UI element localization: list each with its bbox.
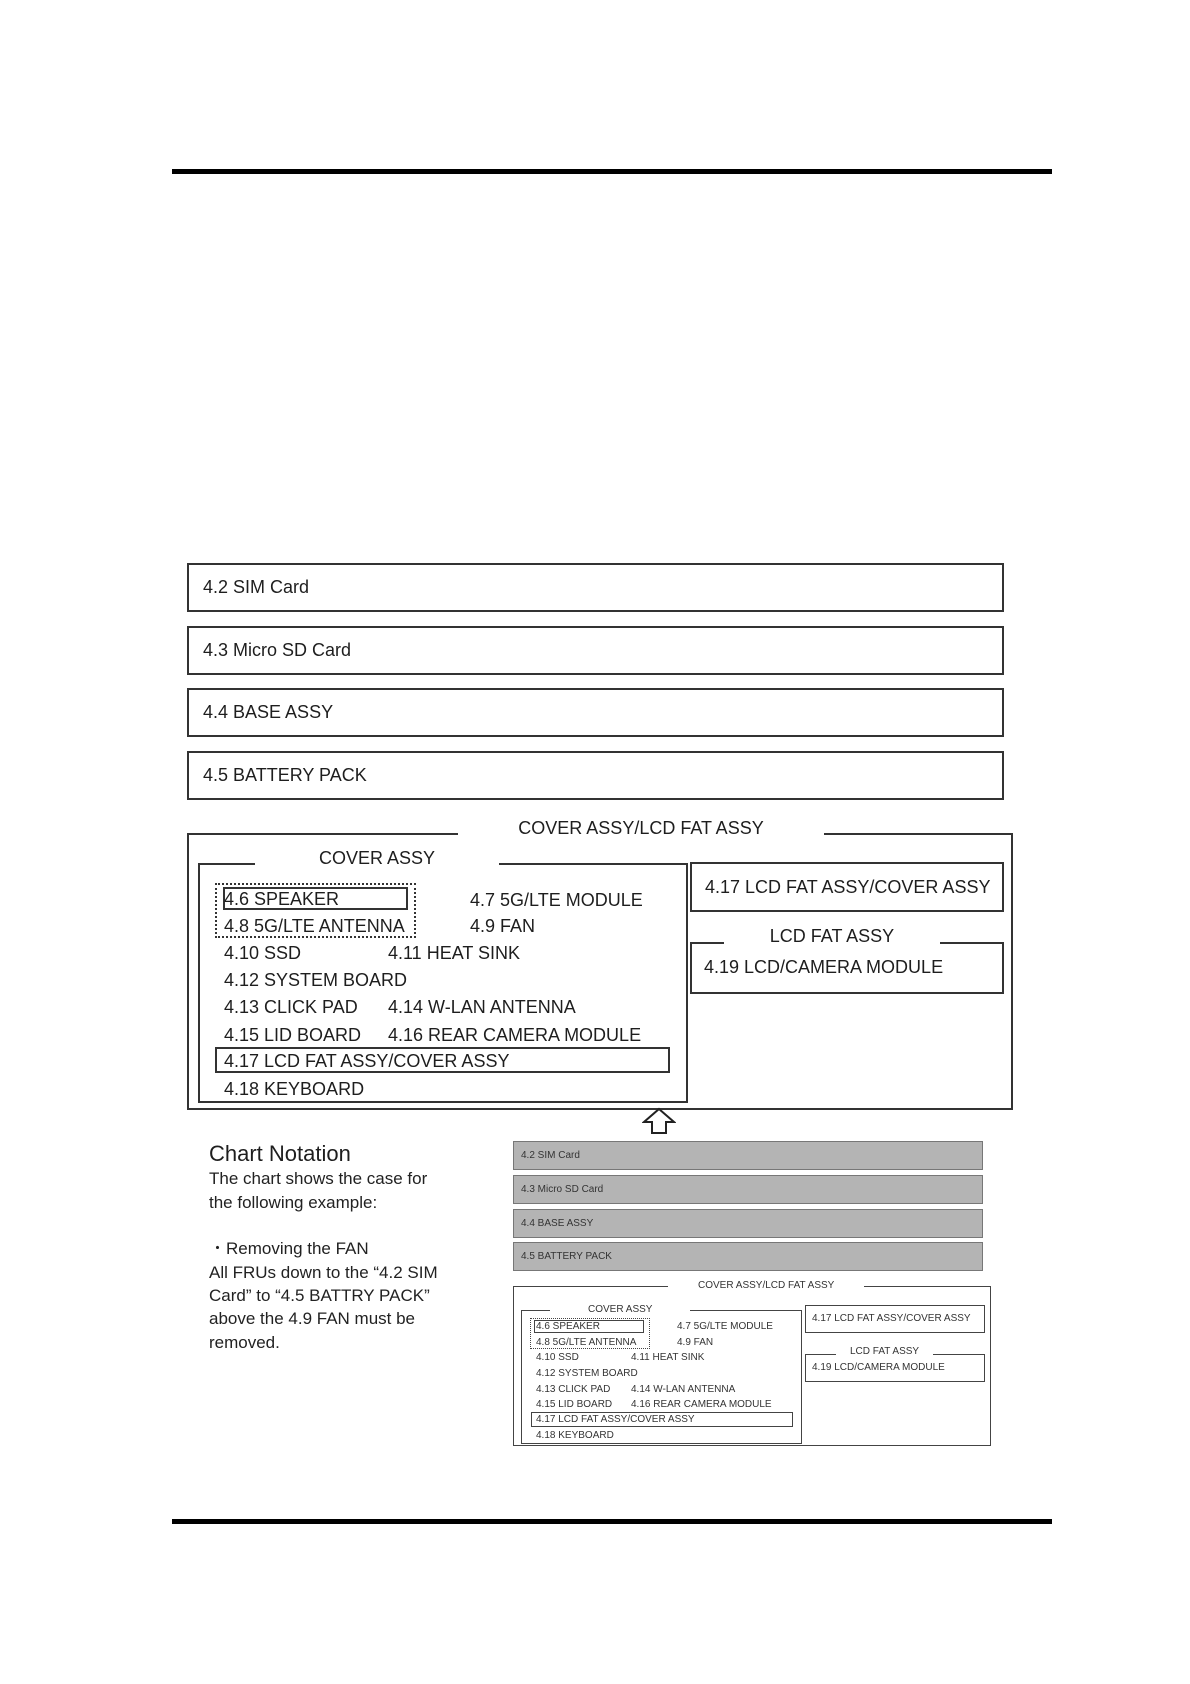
mini-item-lid-board: 4.15 LID BOARD xyxy=(536,1399,613,1410)
mini-lcd-fat-assy-title: LCD FAT ASSY xyxy=(836,1346,933,1358)
item-heat-sink: 4.11 HEAT SINK xyxy=(388,943,521,963)
bar-base-assy: 4.4 BASE ASSY xyxy=(187,688,1004,737)
item-keyboard: 4.18 KEYBOARD xyxy=(224,1079,365,1099)
notation-para-3: above the 4.9 FAN must be xyxy=(209,1309,416,1328)
mini-item-5g-lte-antenna: 4.8 5G/LTE ANTENNA xyxy=(536,1337,637,1348)
mini-group-title: COVER ASSY/LCD FAT ASSY xyxy=(668,1280,864,1292)
bar-sim-card: 4.2 SIM Card xyxy=(187,563,1004,612)
notation-para-2: Card” to “4.5 BATTRY PACK” xyxy=(209,1286,430,1305)
right-lcd-cover-label: 4.17 LCD FAT ASSY/COVER ASSY xyxy=(705,877,991,897)
notation-bullet: ・Removing the FAN xyxy=(209,1239,369,1258)
item-fan: 4.9 FAN xyxy=(470,916,536,936)
item-5g-lte-module: 4.7 5G/LTE MODULE xyxy=(470,890,643,910)
cover-assy-title: COVER ASSY xyxy=(255,847,499,869)
mini-lcd-camera-module: 4.19 LCD/CAMERA MODULE xyxy=(812,1362,945,1373)
mini-item-lcd-fat-assy-cover-assy: 4.17 LCD FAT ASSY/COVER ASSY xyxy=(536,1414,695,1425)
mini-item-heat-sink: 4.11 HEAT SINK xyxy=(631,1352,705,1363)
mini-item-click-pad: 4.13 CLICK PAD xyxy=(536,1384,611,1395)
mini-bar-sim-card: 4.2 SIM Card xyxy=(513,1141,983,1170)
mini-item-fan: 4.9 FAN xyxy=(677,1337,714,1348)
item-ssd: 4.10 SSD xyxy=(224,943,302,963)
notation-para-1: All FRUs down to the “4.2 SIM xyxy=(209,1263,438,1282)
notation-para-4: removed. xyxy=(209,1333,280,1352)
item-lcd-fat-assy-cover-assy: 4.17 LCD FAT ASSY/COVER ASSY xyxy=(224,1051,510,1071)
notation-line-2: the following example: xyxy=(209,1193,378,1212)
mini-cover-assy-title: COVER ASSY xyxy=(550,1304,690,1316)
mini-item-w-lan-antenna: 4.14 W-LAN ANTENNA xyxy=(631,1384,736,1395)
mini-item-system-board: 4.12 SYSTEM BOARD xyxy=(536,1368,638,1379)
item-speaker: 4.6 SPEAKER xyxy=(224,889,340,909)
notation-line-1: The chart shows the case for xyxy=(209,1169,428,1188)
item-5g-lte-antenna: 4.8 5G/LTE ANTENNA xyxy=(224,916,405,936)
cover-lcd-group-title: COVER ASSY/LCD FAT ASSY xyxy=(458,817,824,839)
mini-item-ssd: 4.10 SSD xyxy=(536,1352,579,1363)
bottom-rule xyxy=(172,1519,1052,1524)
mini-bar-battery-pack: 4.5 BATTERY PACK xyxy=(513,1242,983,1271)
item-lid-board: 4.15 LID BOARD xyxy=(224,1025,362,1045)
item-rear-camera-module: 4.16 REAR CAMERA MODULE xyxy=(388,1025,642,1045)
item-w-lan-antenna: 4.14 W-LAN ANTENNA xyxy=(388,997,576,1017)
top-rule xyxy=(172,169,1052,174)
item-click-pad: 4.13 CLICK PAD xyxy=(224,997,358,1017)
mini-item-keyboard: 4.18 KEYBOARD xyxy=(536,1430,614,1441)
up-arrow-icon xyxy=(642,1107,676,1135)
bar-battery-pack: 4.5 BATTERY PACK xyxy=(187,751,1004,800)
mini-item-speaker: 4.6 SPEAKER xyxy=(536,1321,600,1332)
mini-item-5g-lte-module: 4.7 5G/LTE MODULE xyxy=(677,1321,773,1332)
lcd-fat-assy-title: LCD FAT ASSY xyxy=(724,925,940,947)
bar-micro-sd-card: 4.3 Micro SD Card xyxy=(187,626,1004,675)
notation-heading: Chart Notation xyxy=(209,1141,351,1166)
mini-bar-micro-sd-card: 4.3 Micro SD Card xyxy=(513,1175,983,1204)
mini-bar-base-assy: 4.4 BASE ASSY xyxy=(513,1209,983,1238)
mini-right-lcd-cover-label: 4.17 LCD FAT ASSY/COVER ASSY xyxy=(812,1313,971,1324)
mini-item-rear-camera-module: 4.16 REAR CAMERA MODULE xyxy=(631,1399,772,1410)
lcd-camera-module: 4.19 LCD/CAMERA MODULE xyxy=(704,957,944,977)
item-system-board: 4.12 SYSTEM BOARD xyxy=(224,970,408,990)
